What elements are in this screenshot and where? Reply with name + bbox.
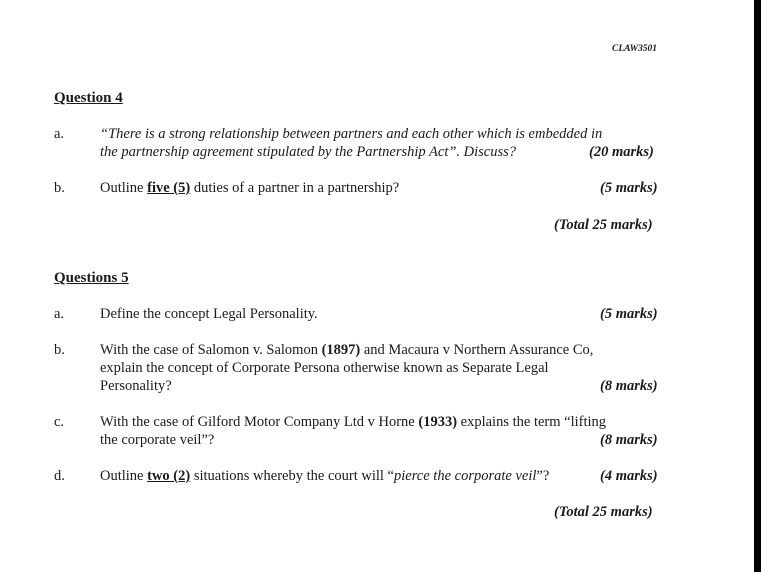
q4-b-marks: (5 marks) — [600, 180, 658, 196]
q5-c-label: c. — [54, 414, 65, 430]
q5-d-marks: (4 marks) — [600, 468, 658, 484]
q4-a-line2: the partnership agreement stipulated by the Partnership Act”. Discuss? — [100, 144, 517, 160]
course-code: CLAW3501 — [612, 44, 658, 54]
q5-b-line1: With the case of Salomon v. Salomon (1897) and Macaura v Northern Assurance Co, — [100, 342, 594, 358]
q5-c-line1: With the case of Gilford Motor Company Ltd v Horne (1933) explains the term “lifting — [100, 414, 607, 430]
q5-b-marks: (8 marks) — [600, 378, 658, 394]
q5-b-label: b. — [54, 342, 65, 358]
question-4-heading: Question 4 — [54, 90, 123, 106]
q5-d-label: d. — [54, 468, 65, 484]
q5-a-text: Define the concept Legal Personality. — [100, 306, 318, 322]
q4-total: (Total 25 marks) — [554, 217, 653, 233]
q5-d-text: Outline two (2) situations whereby the court will “pierce the corporate veil”? — [100, 468, 550, 484]
q4-b-label: b. — [54, 180, 65, 196]
q5-c-marks: (8 marks) — [600, 432, 658, 448]
q4-a-line1: “There is a strong relationship between partners and each other which is embedded in — [100, 126, 603, 142]
q5-c-line2: the corporate veil”? — [100, 432, 215, 448]
q5-a-marks: (5 marks) — [600, 306, 658, 322]
q4-a-label: a. — [54, 126, 65, 142]
q4-a-marks: (20 marks) — [589, 144, 654, 160]
q5-a-label: a. — [54, 306, 65, 322]
q5-total: (Total 25 marks) — [554, 504, 653, 520]
q4-b-emphasis: five (5) — [147, 180, 191, 196]
page-edge-bar — [754, 0, 761, 572]
q5-b-line2: explain the concept of Corporate Persona otherwise known as Separate Legal — [100, 360, 549, 376]
q5-b-line3: Personality? — [100, 378, 172, 394]
q4-b-text: Outline five (5) duties of a partner in a partnership? — [100, 180, 400, 196]
question-5-heading: Questions 5 — [54, 270, 129, 286]
q5-d-emphasis: two (2) — [147, 468, 191, 484]
